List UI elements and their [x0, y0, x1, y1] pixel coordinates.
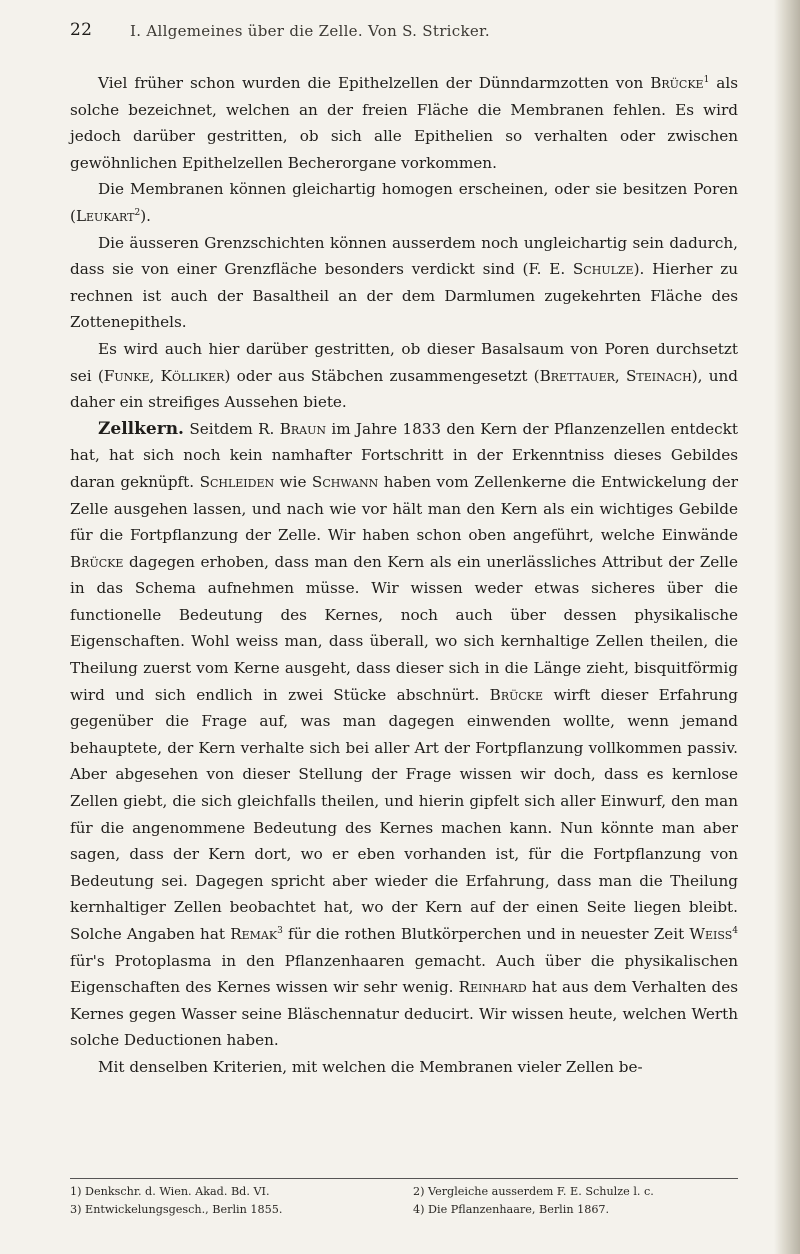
text-run: Die äusseren Grenzschichten können ausserdem noch ungleichartig sein dadurch, dass sie von einer Grenzfläche besonders verdickt sind (F. E.: [70, 233, 738, 279]
page-header: [70, 20, 738, 44]
author-name: Schulze: [572, 260, 634, 279]
author-name: Kölliker: [160, 366, 225, 385]
page-number: 22: [70, 20, 93, 40]
author-name: Schwann: [311, 472, 379, 491]
paragraph-grenzschichten: [70, 230, 738, 336]
page-edge-shadow: [774, 0, 800, 1254]
text-run: Seitdem R.: [183, 419, 280, 438]
footnote-ref: 2: [134, 207, 141, 218]
author-name: Reinhard: [458, 978, 527, 997]
footnote-ref: 3: [277, 925, 283, 936]
footnote: 1) Denkschr. d. Wien. Akad. Bd. VI.: [70, 1185, 270, 1198]
author-name: Brücke: [70, 552, 124, 571]
paragraph-kriterien: Mit denselben Kriterien, mit welchen die Membranen vieler Zellen be-: [98, 1057, 643, 1076]
text-run: wie: [274, 472, 312, 491]
running-title: I. Allgemeines über die Zelle. Von S. Stricker.: [130, 22, 490, 40]
text-run: Es wird auch hier darüber gestritten, ob dieser Basalsaum von Poren durchsetzt sei (: [70, 339, 738, 385]
author-name: Brücke: [650, 74, 704, 92]
author-name: Steinach: [625, 366, 692, 385]
footnote: 2) Vergleiche ausserdem F. E. Schulze l. c.: [413, 1185, 654, 1198]
author-name: Weiss: [689, 925, 733, 943]
author-name: Schleiden: [199, 472, 275, 491]
text-run: ,: [614, 366, 626, 385]
author-name: Brettauer: [539, 366, 615, 385]
author-name: Braun: [279, 419, 326, 438]
text-run: Die Membranen können gleichartig homogen erscheinen, oder sie besitzen Poren (: [70, 180, 738, 225]
text-run: ), und daher ein streifiges Aussehen biete.: [70, 366, 738, 412]
text-run: Viel früher schon wurden die Epithelzellen der Dünndarmzotten von: [98, 74, 651, 92]
text-run: hat aus dem Verhalten des Kernes gegen Wasser seine Bläschennatur deducirt. Wir wissen heute, welchen Werth solche Deductionen haben.: [70, 978, 738, 1050]
paragraph-membranen: [70, 176, 738, 229]
footnote: 3) Entwickelungsgesch., Berlin 1855.: [70, 1203, 283, 1216]
author-name: Remak: [230, 925, 278, 943]
body-text: [70, 70, 738, 1081]
section-heading: Zellkern.: [98, 418, 184, 439]
text-run: haben vom Zellenkerne die Entwickelung der Zelle ausgehen lassen, und nach wie vor hält man den Kern als ein wichtiges Gebilde für die Fortpflanzung der Zelle. Wir haben schon oben angeführt, welche Einwände: [70, 472, 738, 545]
text-run: für die rothen Blutkörperchen und in neuester Zeit: [282, 925, 690, 943]
text-run: ) oder aus Stäbchen zusammengesetzt (: [224, 366, 540, 385]
paragraph-epithelzellen: [70, 70, 738, 176]
text-run: ). Hierher zu rechnen ist auch der Basaltheil an der dem Darmlumen zugekehrten Fläche des Zottenepithels.: [70, 260, 738, 332]
text-run: ).: [140, 206, 151, 225]
paragraph-basalsaum: [70, 336, 738, 416]
text-run: im Jahre 1833 den Kern der Pflanzenzellen entdeckt hat, hat sich noch kein namhafter Fortschritt in der Erkenntniss dieses Gebildes daran geknüpft.: [70, 419, 738, 491]
footnotes: [70, 1178, 738, 1219]
paragraph-zellkern: [70, 416, 738, 1054]
footnote-ref: 1: [703, 74, 710, 85]
author-name: Leukart: [75, 206, 135, 225]
author-name: Brücke: [489, 685, 544, 704]
text-run: als solche bezeichnet, welchen an der freien Fläche die Membranen fehlen. Es wird jedoch darüber gestritten, ob sich alle Epithelien so verhalten oder zwischen gewöhnlichen Epithelzellen Becherorgane vorkommen.: [70, 74, 738, 172]
author-name: Funke: [103, 366, 150, 385]
footnote: 4) Die Pflanzenhaare, Berlin 1867.: [413, 1203, 610, 1216]
text-run: dagegen erhoben, dass man den Kern als ein unerlässliches Attribut der Zelle in das Schema aufnehmen müsse. Wir wissen weder etwas sicheres über die functionelle Bedeutung des Kernes, noch auch über dessen physikalische Eigenschaften. Wohl weiss man, dass überall, wo sich kernhaltige Zellen theilen, die Theilung zuerst vom Kerne ausgeht, dass dieser sich in die Länge zieht, bisquitförmig wird und sich endlich in zwei Stücke abschnürt.: [70, 552, 738, 704]
text-run: für's Protoplasma in den Pflanzenhaaren gemacht. Auch über die physikalischen Eigenschaften des Kernes wissen wir sehr wenig.: [70, 951, 738, 997]
text-run: ,: [149, 366, 161, 385]
text-run: wirft dieser Erfahrung gegenüber die Frage auf, was man dagegen einwenden wollte, wenn jemand behauptete, der Kern verhalte sich bei aller Art der Fortpflanzung vollkommen passiv. Aber abgesehen von dieser Stellung der Frage wissen wir doch, dass es kernlose Zellen giebt, die sich gleichfalls theilen, und hierin gipfelt sich aller Einwurf, den man für die angenommene Bedeutung des Kernes machen kann. Nun könnte man aber sagen, dass der Kern dort, wo er eben vorhanden ist, für die Fortpflanzung von Bedeutung sei. Dagegen spricht aber wieder die Erfahrung, dass man die Theilung kernhaltiger Zellen beobachtet hat, wo der Kern auf der einen Seite liegen bleibt. Solche Angaben hat: [70, 685, 738, 943]
footnote-ref: 4: [732, 925, 738, 936]
